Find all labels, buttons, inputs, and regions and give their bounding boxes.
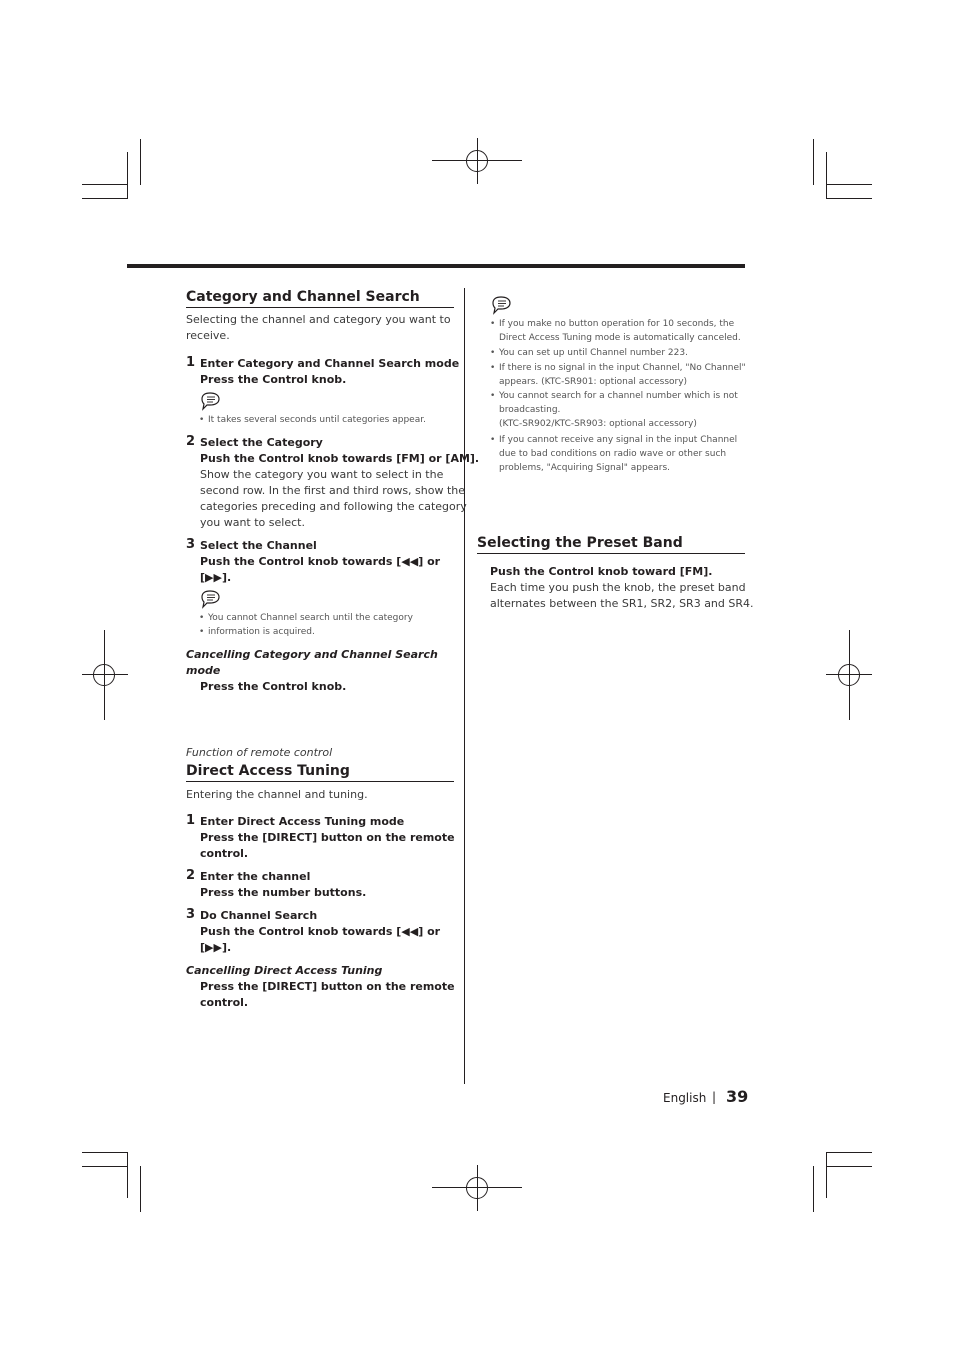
step-action: Push the Control knob toward [FM]. bbox=[490, 565, 713, 578]
step-action: Push the Control knob towards [FM] or [AM]. bbox=[200, 452, 480, 465]
cancel-action: Press the Control knob. bbox=[200, 680, 347, 693]
step-number: 3 bbox=[186, 907, 196, 922]
step-desc-line: Show the category you want to select in the bbox=[200, 468, 444, 481]
footer-separator: | bbox=[712, 1090, 717, 1104]
intro-line-1: Selecting the channel and category you want to bbox=[186, 313, 451, 326]
note-text-line: • You can set up until Channel number 223. bbox=[499, 346, 688, 360]
step-desc-line: second row. In the first and third rows, show the bbox=[200, 484, 466, 497]
note-icon bbox=[199, 589, 221, 609]
step-number: 1 bbox=[186, 813, 196, 828]
step-desc-line: you want to select. bbox=[200, 516, 305, 529]
step-title: Enter Direct Access Tuning mode bbox=[200, 815, 405, 828]
page-number: 39 bbox=[726, 1087, 749, 1106]
footer-language: English bbox=[663, 1091, 707, 1105]
step-title: Select the Category bbox=[200, 436, 323, 449]
step-action-line-2: control. bbox=[200, 847, 249, 860]
section-heading: Category and Channel Search bbox=[186, 288, 454, 308]
note-text-line-1: • You cannot Channel search until the category bbox=[208, 611, 413, 625]
cancel-title: Cancelling Direct Access Tuning bbox=[186, 964, 383, 977]
column-divider bbox=[464, 288, 465, 1084]
step-title: Enter Category and Channel Search mode bbox=[200, 357, 460, 370]
note-text-line: • If you make no button operation for 10 seconds, the bbox=[499, 317, 734, 331]
step-number: 1 bbox=[186, 355, 196, 370]
note-continuation: broadcasting. bbox=[499, 405, 561, 415]
step-action-line-2: [▶▶]. bbox=[200, 941, 232, 954]
step-action-line-1: Press the [DIRECT] button on the remote bbox=[200, 831, 455, 844]
cancel-action-line-2: control. bbox=[200, 996, 249, 1009]
note-continuation: appears. (KTC-SR901: optional accessory) bbox=[499, 377, 688, 387]
section-heading: Direct Access Tuning bbox=[186, 762, 454, 782]
step-number: 2 bbox=[186, 868, 196, 883]
note-text-line: • If you cannot receive any signal in the input Channel bbox=[499, 433, 737, 447]
section-heading: Selecting the Preset Band bbox=[477, 534, 745, 554]
step-action: Press the number buttons. bbox=[200, 886, 367, 899]
note-text-line-2: • information is acquired. bbox=[208, 625, 315, 639]
note-continuation: (KTC-SR902/KTC-SR903: optional accessory) bbox=[499, 419, 697, 429]
note-text-line: • You cannot search for a channel number which is not bbox=[499, 389, 738, 403]
step-number: 2 bbox=[186, 434, 196, 449]
step-title: Enter the channel bbox=[200, 870, 311, 883]
note-text-line: • If there is no signal in the input Channel, "No Channel" bbox=[499, 361, 746, 375]
step-desc-line-1: Each time you push the knob, the preset band bbox=[490, 581, 746, 594]
cancel-action-line-1: Press the [DIRECT] button on the remote bbox=[200, 980, 455, 993]
step-action-line-1: Push the Control knob towards [◀◀] or bbox=[200, 925, 441, 938]
step-action-line-1: Push the Control knob towards [◀◀] or bbox=[200, 555, 441, 568]
note-continuation: problems, "Acquiring Signal" appears. bbox=[499, 463, 671, 473]
note-continuation: due to bad conditions on radio wave or other such bbox=[499, 449, 727, 459]
cancel-title-line-2: mode bbox=[186, 664, 221, 677]
note-icon bbox=[199, 391, 221, 411]
note-continuation: Direct Access Tuning mode is automatically canceled. bbox=[499, 333, 741, 343]
step-title: Select the Channel bbox=[200, 539, 317, 552]
header-rule bbox=[127, 264, 745, 268]
step-action-line-2: [▶▶]. bbox=[200, 571, 232, 584]
section-subtitle: Function of remote control bbox=[186, 746, 333, 759]
step-desc-line: categories preceding and following the category bbox=[200, 500, 467, 513]
cancel-title-line-1: Cancelling Category and Channel Search bbox=[186, 648, 438, 661]
step-title: Do Channel Search bbox=[200, 909, 318, 922]
step-number: 3 bbox=[186, 537, 196, 552]
intro-text: Entering the channel and tuning. bbox=[186, 788, 368, 801]
step-desc-line-2: alternates between the SR1, SR2, SR3 and SR4. bbox=[490, 597, 754, 610]
step-action: Press the Control knob. bbox=[200, 373, 347, 386]
note-text: • It takes several seconds until categories appear. bbox=[208, 413, 426, 427]
note-icon bbox=[490, 295, 512, 315]
intro-line-2: receive. bbox=[186, 329, 230, 342]
